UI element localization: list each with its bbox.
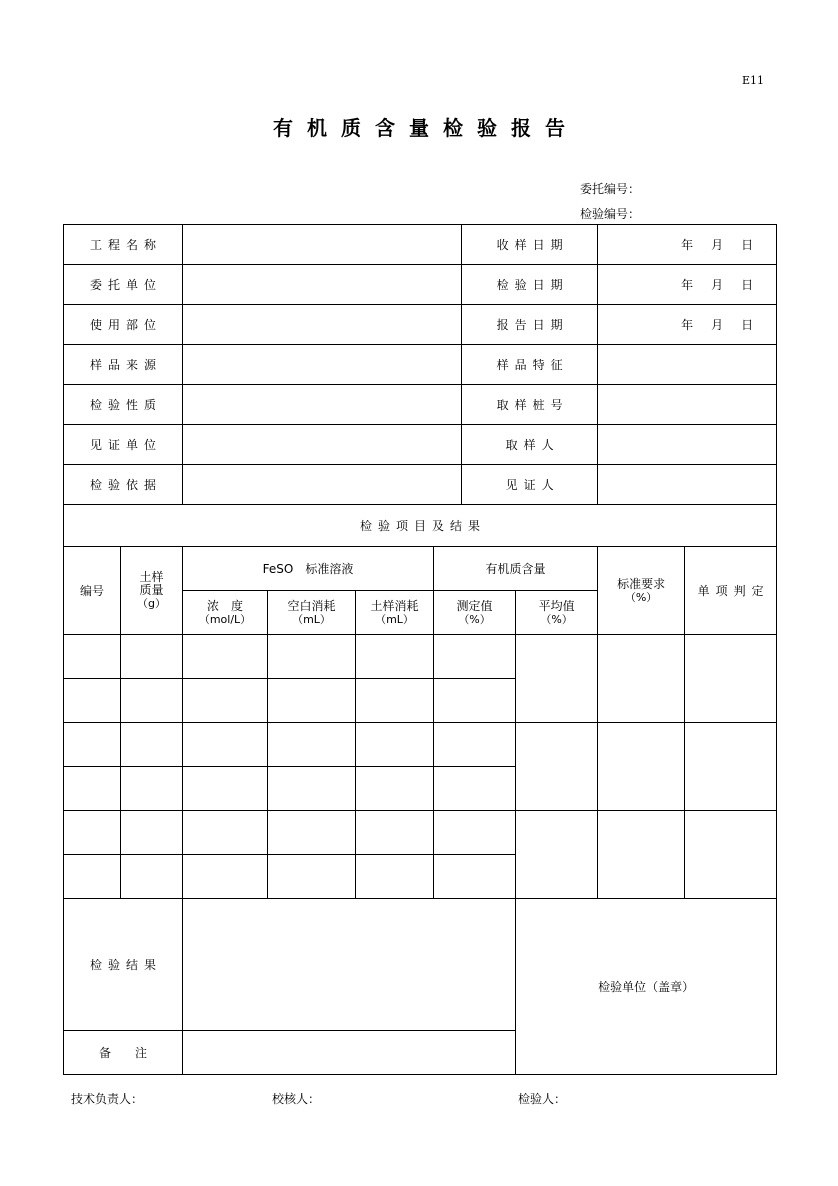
col-concentration: 浓 度 （mol/L） — [183, 591, 268, 635]
cell[interactable] — [121, 723, 183, 767]
entrust-no-label: 委托编号： — [580, 182, 641, 196]
cell[interactable] — [356, 635, 434, 679]
info-label-sample-feature: 样品特征 — [462, 345, 598, 385]
form-code: E11 — [742, 74, 765, 87]
cell[interactable] — [121, 811, 183, 855]
info-value-pile-no[interactable] — [598, 385, 777, 425]
col-no: 编号 — [64, 547, 121, 635]
stamp-area — [516, 899, 777, 1075]
cell[interactable] — [268, 811, 356, 855]
cell[interactable] — [64, 811, 121, 855]
info-label-witness: 见证人 — [462, 465, 598, 505]
tech-lead-label: 技术负责人： — [71, 1092, 144, 1106]
info-value-witness[interactable] — [598, 465, 777, 505]
judgement-cell[interactable] — [685, 635, 777, 723]
cell[interactable] — [183, 635, 268, 679]
cell[interactable] — [183, 855, 268, 899]
info-label-witness-unit: 见证单位 — [64, 425, 183, 465]
info-label-project: 工程名称 — [64, 225, 183, 265]
info-label-report-date: 报告日期 — [462, 305, 598, 345]
standard-cell[interactable] — [598, 723, 685, 811]
info-row — [64, 225, 777, 265]
cell[interactable] — [268, 855, 356, 899]
info-label-pile-no: 取样桩号 — [462, 385, 598, 425]
receive-date-field[interactable] — [598, 225, 777, 265]
cell[interactable] — [183, 723, 268, 767]
cell[interactable] — [121, 679, 183, 723]
info-value-basis[interactable] — [183, 465, 462, 505]
year-label: 年 — [681, 278, 694, 292]
month-label: 月 — [711, 238, 724, 252]
section-title: 检验项目及结果 — [64, 505, 777, 547]
inspect-date-field[interactable] — [598, 265, 777, 305]
result-label: 检验结果 — [64, 899, 183, 1031]
year-label: 年 — [681, 238, 694, 252]
day-label: 日 — [741, 278, 754, 292]
remark-label: 备 注 — [64, 1031, 183, 1075]
info-value-sample-source[interactable] — [183, 345, 462, 385]
average-cell[interactable] — [516, 811, 598, 899]
cell[interactable] — [268, 635, 356, 679]
table-row — [64, 723, 777, 767]
info-value-witness-unit[interactable] — [183, 425, 462, 465]
info-value-usage-part[interactable] — [183, 305, 462, 345]
cell[interactable] — [64, 767, 121, 811]
cell[interactable] — [356, 679, 434, 723]
info-row — [64, 305, 777, 345]
info-row — [64, 465, 777, 505]
info-value-inspect-nature[interactable] — [183, 385, 462, 425]
info-label-inspect-nature: 检验性质 — [64, 385, 183, 425]
cell[interactable] — [64, 723, 121, 767]
cell[interactable] — [356, 855, 434, 899]
inspect-no-label: 检验编号： — [580, 207, 641, 221]
stamp-label: 检验单位（盖章） — [598, 980, 695, 994]
col-measured: 测定值 （%） — [434, 591, 516, 635]
cell[interactable] — [434, 855, 516, 899]
info-row — [64, 385, 777, 425]
info-label-receive-date: 收样日期 — [462, 225, 598, 265]
cell[interactable] — [268, 723, 356, 767]
cell[interactable] — [183, 811, 268, 855]
info-row — [64, 345, 777, 385]
cell[interactable] — [183, 767, 268, 811]
col-soil-mass: 土样质量 （g） — [121, 547, 183, 635]
cell[interactable] — [268, 679, 356, 723]
cell[interactable] — [356, 767, 434, 811]
info-label-sample-source: 样品来源 — [64, 345, 183, 385]
day-label: 日 — [741, 238, 754, 252]
judgement-cell[interactable] — [685, 811, 777, 899]
reviewer-label: 校核人： — [272, 1092, 321, 1106]
col-standard: 标准要求 （%） — [598, 547, 685, 635]
cell[interactable] — [268, 767, 356, 811]
info-value-project[interactable] — [183, 225, 462, 265]
page-title: 有机质含量检验报告 — [273, 116, 579, 140]
month-label: 月 — [711, 278, 724, 292]
cell[interactable] — [64, 679, 121, 723]
col-blank: 空白消耗 （mL） — [268, 591, 356, 635]
table-row — [64, 635, 777, 679]
info-label-sampler: 取样人 — [462, 425, 598, 465]
year-label: 年 — [681, 318, 694, 332]
cell[interactable] — [121, 635, 183, 679]
info-value-client[interactable] — [183, 265, 462, 305]
cell[interactable] — [356, 723, 434, 767]
cell[interactable] — [64, 855, 121, 899]
average-cell[interactable] — [516, 635, 598, 723]
cell[interactable] — [183, 679, 268, 723]
col-judgement: 单项判定 — [685, 547, 777, 635]
table-row — [64, 811, 777, 855]
info-label-basis: 检验依据 — [64, 465, 183, 505]
col-feso-group: FeSO 标准溶液 — [183, 547, 434, 591]
col-average: 平均值 （%） — [516, 591, 598, 635]
cell[interactable] — [434, 679, 516, 723]
info-label-usage-part: 使用部位 — [64, 305, 183, 345]
info-value-sampler[interactable] — [598, 425, 777, 465]
cell[interactable] — [434, 811, 516, 855]
cell[interactable] — [121, 767, 183, 811]
info-label-inspect-date: 检验日期 — [462, 265, 598, 305]
month-label: 月 — [711, 318, 724, 332]
cell[interactable] — [64, 635, 121, 679]
cell[interactable] — [434, 635, 516, 679]
col-soil-consume: 土样消耗 （mL） — [356, 591, 434, 635]
cell[interactable] — [434, 767, 516, 811]
standard-cell[interactable] — [598, 635, 685, 723]
info-row — [64, 425, 777, 465]
info-value-sample-feature[interactable] — [598, 345, 777, 385]
cell[interactable] — [434, 723, 516, 767]
cell[interactable] — [121, 855, 183, 899]
result-field[interactable] — [183, 899, 516, 1031]
average-cell[interactable] — [516, 723, 598, 811]
col-organic-group: 有机质含量 — [434, 547, 598, 591]
remark-field[interactable] — [183, 1031, 516, 1075]
info-label-client: 委托单位 — [64, 265, 183, 305]
standard-cell[interactable] — [598, 811, 685, 899]
judgement-cell[interactable] — [685, 723, 777, 811]
info-row — [64, 265, 777, 305]
cell[interactable] — [356, 811, 434, 855]
report-table — [63, 224, 777, 1075]
day-label: 日 — [741, 318, 754, 332]
inspector-label: 检验人： — [518, 1092, 567, 1106]
report-date-field[interactable] — [598, 305, 777, 345]
